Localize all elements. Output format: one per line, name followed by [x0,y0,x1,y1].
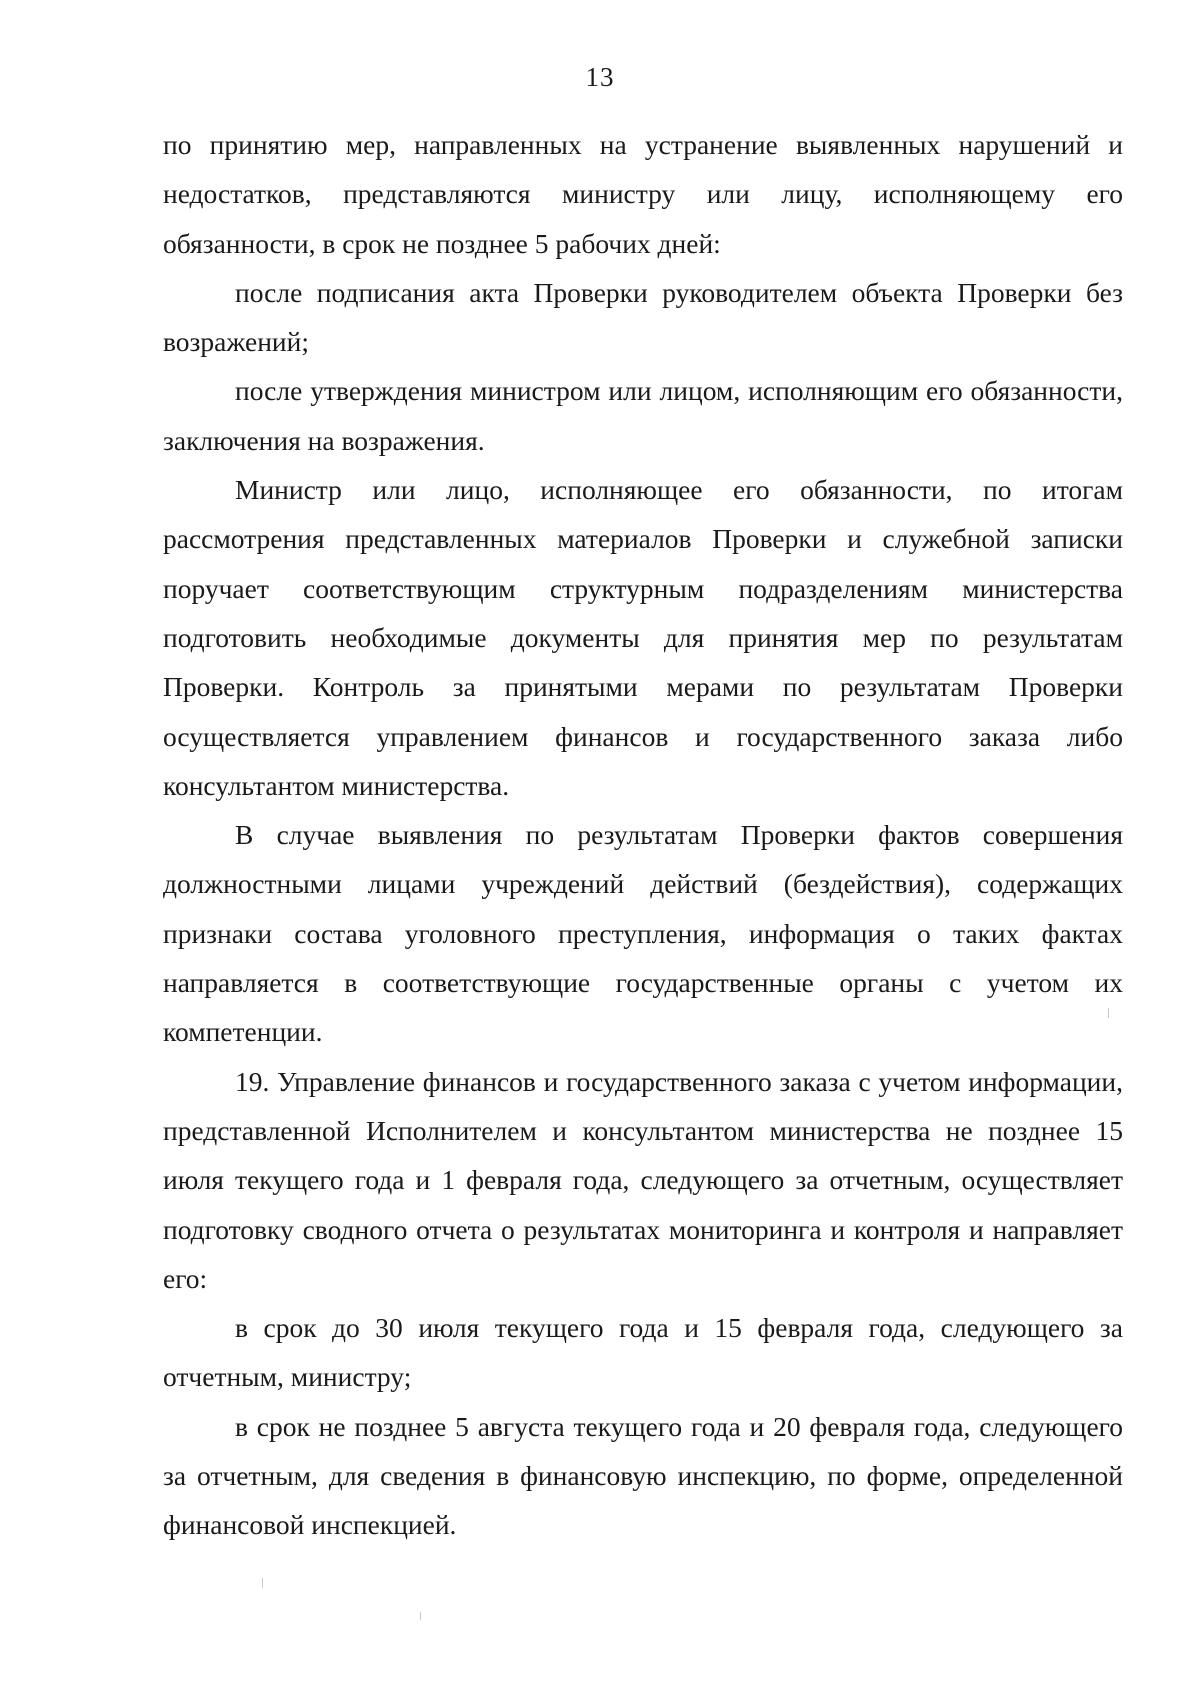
paragraph-6: 19. Управление финансов и государственного заказа с учетом информации, представленной Исполнителем и консультантом министерства не позднее 15 июля текущего года и 1 февраля года, следующего за отчетным, осуществляет подготовку сводного отчета о результатах мониторинга и контроля и направляет его: [163,1065,1123,1294]
scan-speck [262,1578,263,1588]
paragraph-7: в срок до 30 июля текущего года и 15 февраля года, следующего за отчетным, министру; [163,1312,1123,1393]
paragraph-2: после подписания акта Проверки руководителем объекта Проверки без возражений; [163,276,1123,358]
paragraph-8: в срок не позднее 5 августа текущего года и 20 февраля года, следующего за отчетным, для сведения в финансовую инспекцию, по форме, определенной финансовой инспекцией. [163,1410,1123,1541]
scan-speck [1108,1008,1109,1018]
paragraph-5: В случае выявления по результатам Проверки фактов совершения должностными лицами учреждений действий (бездействия), содержащих признаки состава уголовного преступления, информация о таких фактах направляется в соответствующие государственные органы с учетом их компетенции. [163,819,1123,1048]
paragraph-4: Министр или лицо, исполняющее его обязанности, по итогам рассмотрения представленных материалов Проверки и служебной записки поручает соответствующим структурным подразделениям министерства подготовить необходимые документы для принятия мер по результатам Проверки. Контроль за принятыми мерами по результатам Проверки осуществляется управлением финансов и государственного заказа либо консультантом министерства. [163,474,1123,801]
document-body [163,120,1123,1550]
scan-speck [420,1612,421,1620]
paragraph-3: после утверждения министром или лицом, исполняющим его обязанности, заключения на возражения. [163,375,1123,456]
paragraph-1: по принятию мер, направленных на устранение выявленных нарушений и недостатков, представляются министру или лицу, исполняющему его обязанности, в срок не позднее 5 рабочих дней: [163,129,1123,259]
page-number: 13 [585,62,615,92]
